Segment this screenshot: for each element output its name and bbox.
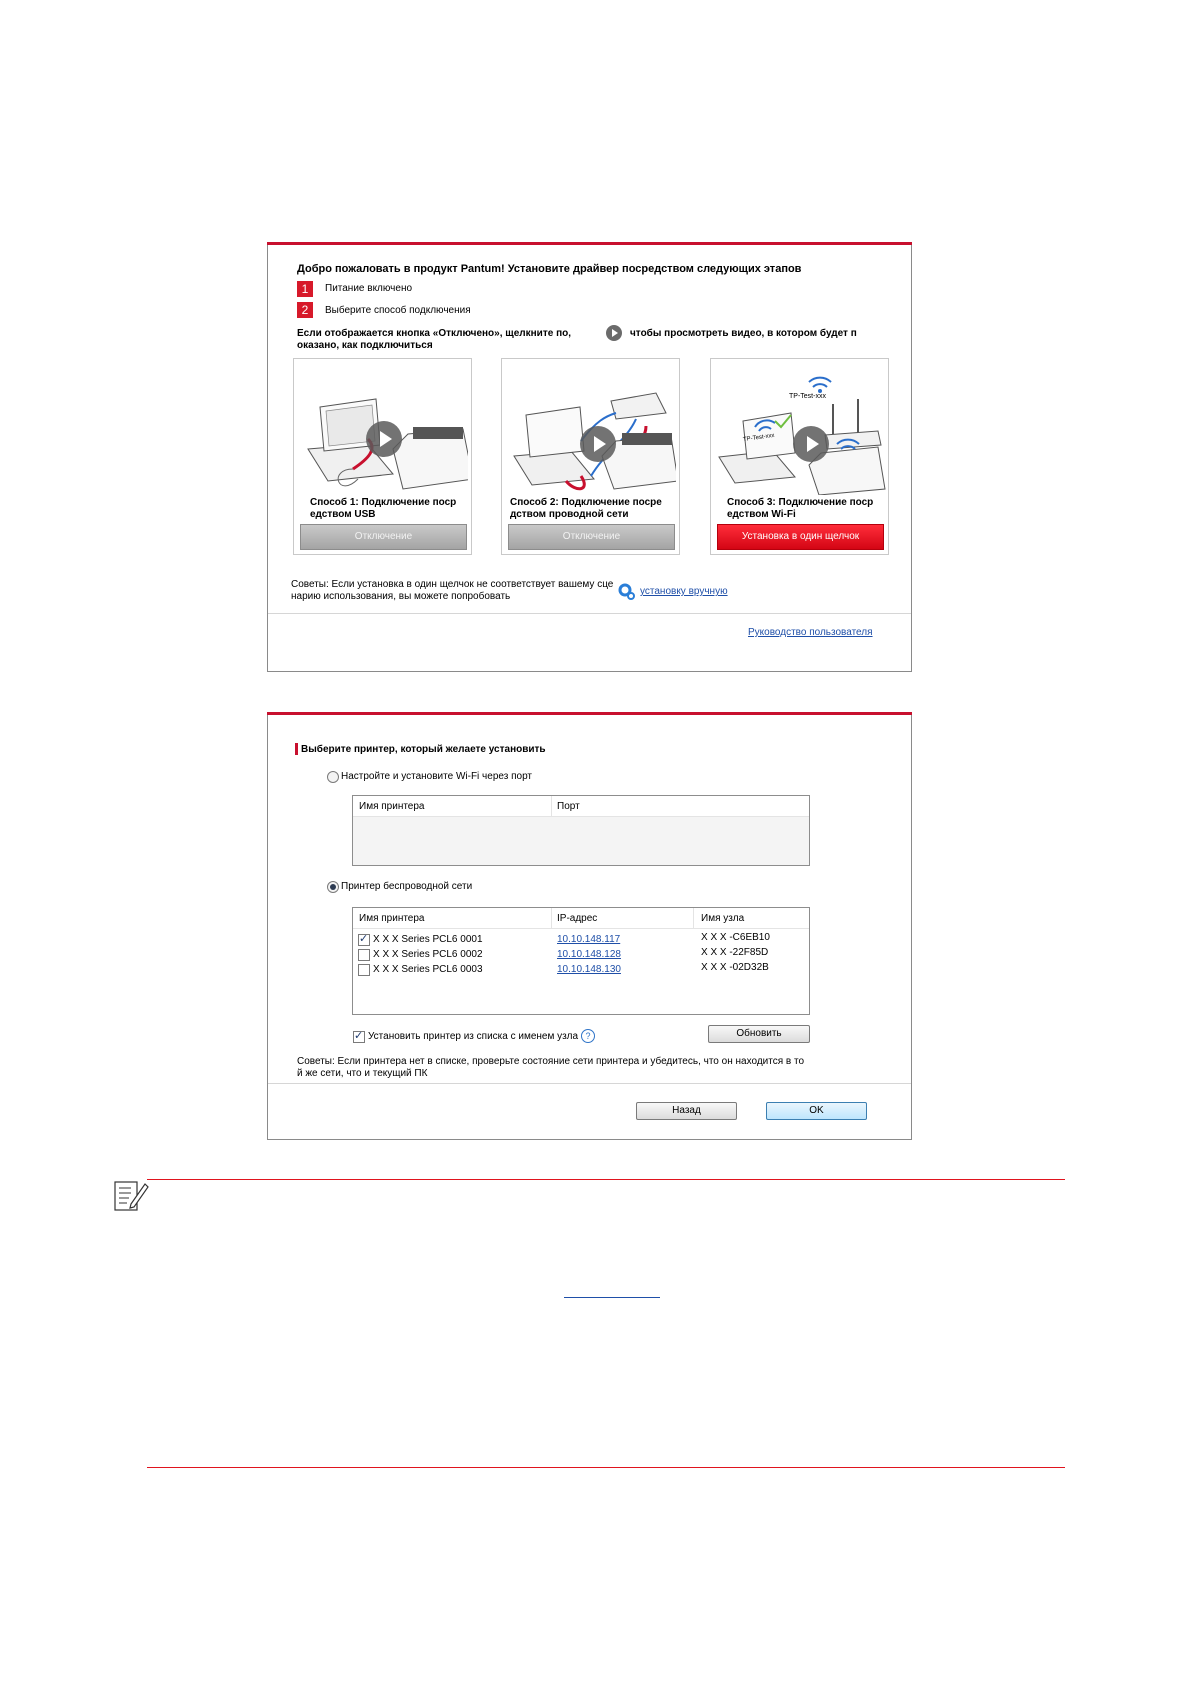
tips-line-1: Советы: Если установка в один щелчок не соответствует вашему сце	[291, 579, 614, 590]
back-button[interactable]: Назад	[636, 1102, 737, 1120]
dialog-accent-bar	[267, 242, 912, 245]
dialog-title: Выберите принтер, который желаете установить	[301, 744, 546, 755]
printer-ip-link[interactable]: 10.10.148.117	[557, 934, 621, 945]
port-table-header	[353, 796, 809, 817]
tips-line-1: Советы: Если принтера нет в списке, проверьте состояние сети принтера и убедитесь, что он находится в то	[297, 1056, 805, 1067]
port-radio[interactable]	[327, 771, 339, 783]
printer-name: X X X Series PCL6 0002	[373, 949, 483, 960]
step-1-badge: 1	[297, 281, 313, 297]
method-2-title: Способ 2: Подключение посре дством проводной сети	[510, 497, 662, 520]
usb-disabled-button[interactable]: Отключение	[300, 524, 467, 550]
printer-name: X X X Series PCL6 0001	[373, 934, 483, 945]
tips-text	[297, 1056, 857, 1080]
instruction-text-line2: оказано, как подключиться	[297, 340, 433, 351]
table-row[interactable]	[353, 964, 809, 978]
note-top-rule	[147, 1179, 1065, 1180]
printer-host: X X X -C6EB10	[701, 932, 770, 943]
one-click-install-button[interactable]: Установка в один щелчок	[717, 524, 884, 550]
method-card-usb	[293, 358, 472, 555]
column-ip-address[interactable]: IP-адрес	[557, 913, 598, 924]
column-divider	[551, 908, 552, 928]
printer-checkbox[interactable]	[358, 964, 370, 976]
method-3-title: Способ 3: Подключение поср едством Wi-Fi	[727, 497, 874, 520]
step-2-badge: 2	[297, 302, 313, 318]
method-card-wired	[501, 358, 680, 555]
wireless-table-header	[353, 908, 809, 929]
column-divider	[693, 908, 694, 928]
column-host-name[interactable]: Имя узла	[701, 913, 745, 924]
printer-checkbox[interactable]	[358, 949, 370, 961]
instruction-text-part2: чтобы просмотреть видео, в котором будет п	[630, 328, 857, 339]
note-bottom-rule	[147, 1467, 1065, 1468]
step-1-label: Питание включено	[325, 283, 413, 294]
settings-gear-icon	[618, 583, 636, 601]
footer-divider	[268, 1083, 911, 1084]
column-port[interactable]: Порт	[557, 801, 580, 812]
installer-welcome-dialog	[267, 242, 912, 672]
manual-install-link[interactable]: установку вручную	[640, 586, 728, 597]
port-option-label[interactable]: Настройте и установите Wi-Fi через порт	[341, 771, 532, 782]
play-video-icon[interactable]	[366, 421, 402, 457]
play-video-icon[interactable]	[793, 426, 829, 462]
printer-ip-link[interactable]: 10.10.148.130	[557, 964, 621, 975]
hyperlink-underline[interactable]	[564, 1297, 660, 1298]
column-divider	[551, 796, 552, 816]
printer-name: X X X Series PCL6 0003	[373, 964, 483, 975]
note-pencil-icon	[113, 1178, 149, 1212]
printer-ip-link[interactable]: 10.10.148.128	[557, 949, 621, 960]
play-icon	[606, 325, 622, 341]
tips-line-2: й же сети, что и текущий ПК	[297, 1068, 428, 1079]
port-printer-table	[352, 795, 810, 866]
table-row[interactable]	[353, 949, 809, 963]
laptop-ssid-label: TP-Test-xxx	[742, 432, 775, 444]
step-2-label: Выберите способ подключения	[325, 305, 471, 316]
tips-line-2: нарию использования, вы можете попробовать	[291, 591, 511, 602]
tips-text	[291, 579, 621, 603]
welcome-heading: Добро пожаловать в продукт Pantum! Установите драйвер посредством следующих этапов	[297, 263, 802, 275]
user-guide-link[interactable]: Руководство пользователя	[748, 627, 873, 638]
instruction-text-part1: Если отображается кнопка «Отключено», щелкните по,	[297, 328, 571, 339]
select-printer-dialog	[267, 712, 912, 1140]
wireless-option-label[interactable]: Принтер беспроводной сети	[341, 881, 473, 892]
install-by-host-label[interactable]: Установить принтер из списка с именем узла	[368, 1031, 579, 1042]
column-printer-name[interactable]: Имя принтера	[359, 913, 425, 924]
method-1-title: Способ 1: Подключение поср едством USB	[310, 497, 457, 520]
method-card-wifi	[710, 358, 889, 555]
title-marker	[295, 743, 298, 755]
wireless-radio[interactable]	[327, 881, 339, 893]
column-printer-name[interactable]: Имя принтера	[359, 801, 425, 812]
ok-button[interactable]: OK	[766, 1102, 867, 1120]
refresh-button[interactable]: Обновить	[708, 1025, 810, 1043]
printer-host: X X X -22F85D	[701, 947, 769, 958]
printer-host: X X X -02D32B	[701, 962, 769, 973]
help-icon[interactable]: ?	[581, 1029, 595, 1043]
footer-divider	[268, 613, 911, 614]
play-video-icon[interactable]	[580, 426, 616, 462]
wireless-printer-table	[352, 907, 810, 1015]
printer-checkbox[interactable]	[358, 934, 370, 946]
wired-disabled-button[interactable]: Отключение	[508, 524, 675, 550]
dialog-accent-bar	[267, 712, 912, 715]
install-by-host-checkbox[interactable]	[353, 1031, 365, 1043]
router-ssid-label: TP-Test-xxx	[789, 393, 826, 400]
table-row[interactable]	[353, 934, 809, 948]
